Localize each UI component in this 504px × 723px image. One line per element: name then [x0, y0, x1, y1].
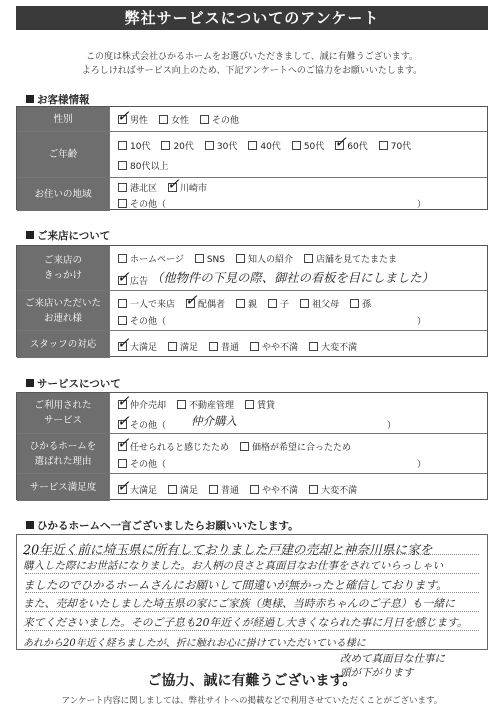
intro-line-1: この度は株式会社ひかるホームをお選びいただきまして、誠に有難うございます。 [85, 52, 419, 62]
checkbox[interactable] [168, 485, 177, 494]
checkbox[interactable] [248, 141, 257, 150]
checkbox[interactable] [167, 175, 180, 193]
bullet-square-icon [26, 231, 34, 239]
option-label: 男性 [130, 116, 149, 126]
option-label: やや不満 [262, 343, 299, 353]
satisfaction-row [17, 473, 487, 501]
option-label: 30代 [216, 142, 238, 152]
option-label: 大満足 [130, 343, 158, 353]
age-label: ご年齢 [17, 132, 109, 177]
comment-line: あれから20年近く経ちましたが、折に触れお心に掛けていただいている様に [23, 638, 366, 649]
customer-section-heading: お客様情報 [26, 92, 90, 107]
option-label: 満足 [180, 343, 199, 353]
comment-line: 購入した際にお世話になりました。お人柄の良さと真面目なお仕事をされていらっしゃい [23, 560, 443, 572]
checkbox[interactable] [177, 400, 186, 409]
checkbox[interactable] [205, 141, 214, 150]
thanks-message: ご協力、誠に有難うございます。 [147, 673, 357, 689]
companion-label: ご来店いただいた お連れ様 [17, 291, 109, 330]
option-label: 20代 [173, 142, 194, 152]
option-checkbox[interactable] [209, 340, 239, 353]
gender-options [109, 107, 487, 131]
checkbox[interactable] [350, 299, 359, 308]
option-label: その他（ [130, 200, 167, 210]
option-label: 60代 [347, 142, 368, 152]
used-row [17, 393, 487, 433]
option-label: 広告 [130, 277, 149, 287]
option-label: ホームページ [130, 255, 184, 265]
trigger-options [109, 246, 487, 290]
option-label: 孫 [362, 300, 372, 310]
option-label: 普通 [221, 343, 240, 353]
service-section-heading: サービスについて [26, 376, 121, 391]
area-options [109, 175, 487, 211]
checkbox[interactable] [195, 254, 204, 263]
checkbox[interactable] [268, 299, 277, 308]
option-label: 大変不満 [321, 486, 358, 496]
checkbox[interactable] [185, 291, 198, 309]
visit-section-heading: ご来店について [26, 228, 110, 243]
option-checkbox[interactable] [209, 483, 239, 496]
option-checkbox[interactable] [195, 254, 225, 265]
option-checkbox[interactable] [250, 340, 298, 353]
checkbox[interactable] [117, 107, 130, 125]
checkbox[interactable] [117, 334, 130, 352]
checkbox[interactable] [300, 299, 309, 308]
option-checkbox[interactable] [118, 457, 166, 470]
checkmark-icon: ✓ [117, 107, 130, 125]
reason-row [17, 433, 487, 473]
option-label: 50代 [303, 142, 325, 152]
checkbox[interactable] [292, 141, 301, 150]
checkbox[interactable] [379, 141, 388, 150]
option-label: SNS [206, 255, 225, 265]
checkbox[interactable] [118, 141, 127, 150]
option-checkbox[interactable] [117, 412, 167, 431]
customer-table [16, 106, 488, 210]
paren-close: ） [417, 200, 427, 210]
checkbox[interactable] [118, 254, 127, 263]
option-label: 40代 [260, 142, 281, 152]
option-label: 知人の紹介 [248, 255, 294, 265]
checkbox[interactable] [200, 115, 209, 124]
option-label: やや不満 [262, 486, 299, 496]
checkbox[interactable] [117, 268, 130, 286]
option-label: その他（ [130, 460, 167, 470]
gender-row [17, 107, 487, 131]
option-label: 親 [248, 300, 258, 310]
comment-line: また、売却をいたしました埼玉県の家にご家族（奥様、当時赤ちゃんのご子息）も一緒に [23, 597, 455, 610]
rule-line [25, 630, 479, 631]
bullet-square-icon [26, 379, 34, 387]
checkbox[interactable] [309, 485, 318, 494]
used-label: ご利用された サービス [17, 393, 109, 433]
option-checkbox[interactable] [350, 297, 371, 310]
option-checkbox[interactable] [118, 297, 175, 310]
option-checkbox[interactable] [168, 483, 198, 496]
checkbox[interactable] [209, 485, 218, 494]
checkbox[interactable] [118, 161, 127, 170]
option-checkbox[interactable] [304, 252, 397, 265]
option-label: 祖父母 [312, 300, 340, 310]
checkbox[interactable] [245, 400, 254, 409]
option-checkbox[interactable] [200, 113, 239, 126]
option-checkbox[interactable] [167, 175, 208, 194]
option-checkbox[interactable] [117, 392, 167, 411]
option-checkbox[interactable] [309, 483, 357, 496]
used-options [109, 393, 487, 433]
option-checkbox[interactable] [118, 252, 184, 265]
option-checkbox[interactable] [117, 107, 149, 126]
option-label: 10代 [130, 142, 151, 152]
checkmark-icon: ✓ [117, 268, 130, 286]
satisfaction-options [109, 474, 487, 501]
checkbox[interactable] [304, 254, 313, 263]
option-checkbox[interactable] [300, 297, 339, 310]
checkbox[interactable] [309, 342, 318, 351]
option-label: 港北区 [130, 184, 158, 194]
checkmark-icon: ✓ [185, 291, 198, 309]
option-label: 店舗を見てたまたま [316, 255, 398, 265]
footer-note: アンケート内容に関しましては、弊社サイトへの掲載などで利用させていただくことがございます。 [61, 696, 443, 706]
comment-line: 来てくださいました。そのご子息も20年近くが経過し大きくなられた事に月日を感じます。 [23, 616, 468, 629]
option-label: 仲介売却 [130, 401, 167, 411]
option-label: 子 [280, 300, 290, 310]
checkbox[interactable] [209, 342, 218, 351]
option-label: その他（ [130, 317, 167, 327]
option-label: 大満足 [130, 486, 158, 496]
option-label: 女性 [171, 116, 190, 126]
checkbox[interactable] [117, 392, 130, 410]
reason-options [109, 434, 487, 473]
option-checkbox[interactable] [309, 340, 357, 353]
bullet-square-icon [26, 95, 34, 103]
option-checkbox[interactable] [117, 434, 230, 453]
option-checkbox[interactable] [236, 252, 293, 265]
option-checkbox[interactable] [118, 139, 150, 152]
option-checkbox[interactable] [118, 159, 168, 172]
option-label: 不動産管理 [189, 401, 235, 411]
checkbox[interactable] [159, 115, 168, 124]
option-label: 配偶者 [198, 300, 226, 310]
checkbox[interactable] [236, 299, 245, 308]
comment-line: ましたのでひかるホームさんにお願いして間違いが無かったと確信しております。 [23, 578, 448, 592]
staff-label: スタッフの対応 [17, 331, 109, 358]
checkbox[interactable] [118, 316, 127, 325]
comments-box[interactable] [16, 534, 488, 650]
option-label: 賃貸 [257, 401, 276, 411]
option-label: 70代 [390, 142, 412, 152]
area-label: お住いの地域 [17, 178, 109, 211]
option-label: 任せられると感じたため [130, 443, 230, 453]
checkmark-icon: ✓ [167, 175, 180, 193]
handwritten-answer: 仲介購入 [191, 414, 238, 428]
checkmark-icon: ✓ [334, 133, 347, 151]
checkbox[interactable] [117, 477, 130, 495]
checkbox[interactable] [168, 342, 177, 351]
checkbox[interactable] [161, 141, 170, 150]
option-checkbox[interactable] [245, 398, 275, 411]
checkbox[interactable] [334, 133, 347, 151]
option-label: 普通 [221, 486, 240, 496]
option-checkbox[interactable] [292, 139, 324, 152]
companion-row [17, 290, 487, 330]
option-checkbox[interactable] [185, 291, 226, 310]
paren-close: ） [417, 460, 427, 470]
option-checkbox[interactable] [159, 113, 189, 126]
checkbox[interactable] [240, 442, 249, 451]
age-options [109, 132, 487, 177]
checkmark-icon: ✓ [117, 392, 130, 410]
intro-text [0, 50, 504, 78]
option-checkbox[interactable] [205, 139, 237, 152]
paren-close: ） [417, 317, 427, 327]
option-label: 満足 [180, 486, 199, 496]
option-checkbox[interactable] [117, 477, 158, 496]
option-checkbox[interactable] [177, 398, 234, 411]
handwritten-answer: （他物件の下見の際、御社の看板を目にしました） [151, 271, 434, 285]
comment-line: 20年近く前に埼玉県に所有しておりました戸建の売却と神奈川県に家を [23, 542, 433, 557]
intro-line-2: よろしければサービス向上のため、下記アンケートへのご協力をお願いいたします。 [81, 66, 423, 76]
option-checkbox[interactable] [117, 268, 149, 287]
option-checkbox[interactable] [248, 139, 280, 152]
option-label: 80代以上 [130, 162, 169, 172]
checkbox[interactable] [118, 459, 127, 468]
option-label: 大変不満 [321, 343, 358, 353]
checkbox[interactable] [250, 485, 259, 494]
option-checkbox[interactable] [236, 297, 257, 310]
rule-line [25, 611, 479, 612]
checkbox[interactable] [117, 412, 130, 430]
checkbox[interactable] [118, 183, 127, 192]
area-row [17, 177, 487, 211]
trigger-label: ご来店の きっかけ [17, 246, 109, 290]
option-checkbox[interactable] [161, 139, 193, 152]
trigger-row [17, 246, 487, 290]
option-label: その他（ [130, 421, 167, 431]
service-table [16, 392, 488, 500]
checkbox[interactable] [117, 434, 130, 452]
option-label: 川崎市 [180, 184, 208, 194]
age-row [17, 131, 487, 177]
option-checkbox[interactable] [168, 340, 198, 353]
option-checkbox[interactable] [118, 181, 157, 194]
paren-close: ） [387, 421, 397, 431]
checkbox[interactable] [236, 254, 245, 263]
checkmark-icon: ✓ [117, 434, 130, 452]
checkmark-icon: ✓ [117, 412, 130, 430]
staff-row [17, 330, 487, 358]
companion-options [109, 291, 487, 330]
checkbox[interactable] [118, 199, 127, 208]
visit-table [16, 245, 488, 357]
comments-heading: ひかるホームへ一言ございましたらお願いいたします。 [26, 518, 299, 533]
checkbox[interactable] [118, 299, 127, 308]
option-checkbox[interactable] [118, 197, 166, 210]
option-checkbox[interactable] [334, 133, 368, 152]
option-checkbox[interactable] [250, 483, 298, 496]
option-checkbox[interactable] [268, 297, 289, 310]
option-checkbox[interactable] [379, 139, 411, 152]
bullet-square-icon [26, 521, 34, 529]
option-label: その他 [212, 116, 240, 126]
option-label: 価格が希望に合ったため [252, 443, 352, 453]
checkbox[interactable] [250, 342, 259, 351]
option-checkbox[interactable] [118, 314, 166, 327]
satisfaction-label: サービス満足度 [17, 474, 109, 501]
option-checkbox[interactable] [240, 440, 351, 453]
option-label: 一人で来店 [130, 300, 176, 310]
comment-continuation: 改めて真面目な仕事に 頭が下がります [340, 653, 445, 679]
checkmark-icon: ✓ [117, 477, 130, 495]
rule-line [25, 573, 479, 574]
option-checkbox[interactable] [117, 334, 158, 353]
reason-label: ひかるホームを 選ばれた理由 [17, 434, 109, 473]
staff-options [109, 331, 487, 358]
gender-label: 性別 [17, 107, 109, 131]
survey-title: 弊社サービスについてのアンケート [16, 6, 488, 30]
checkmark-icon: ✓ [117, 334, 130, 352]
